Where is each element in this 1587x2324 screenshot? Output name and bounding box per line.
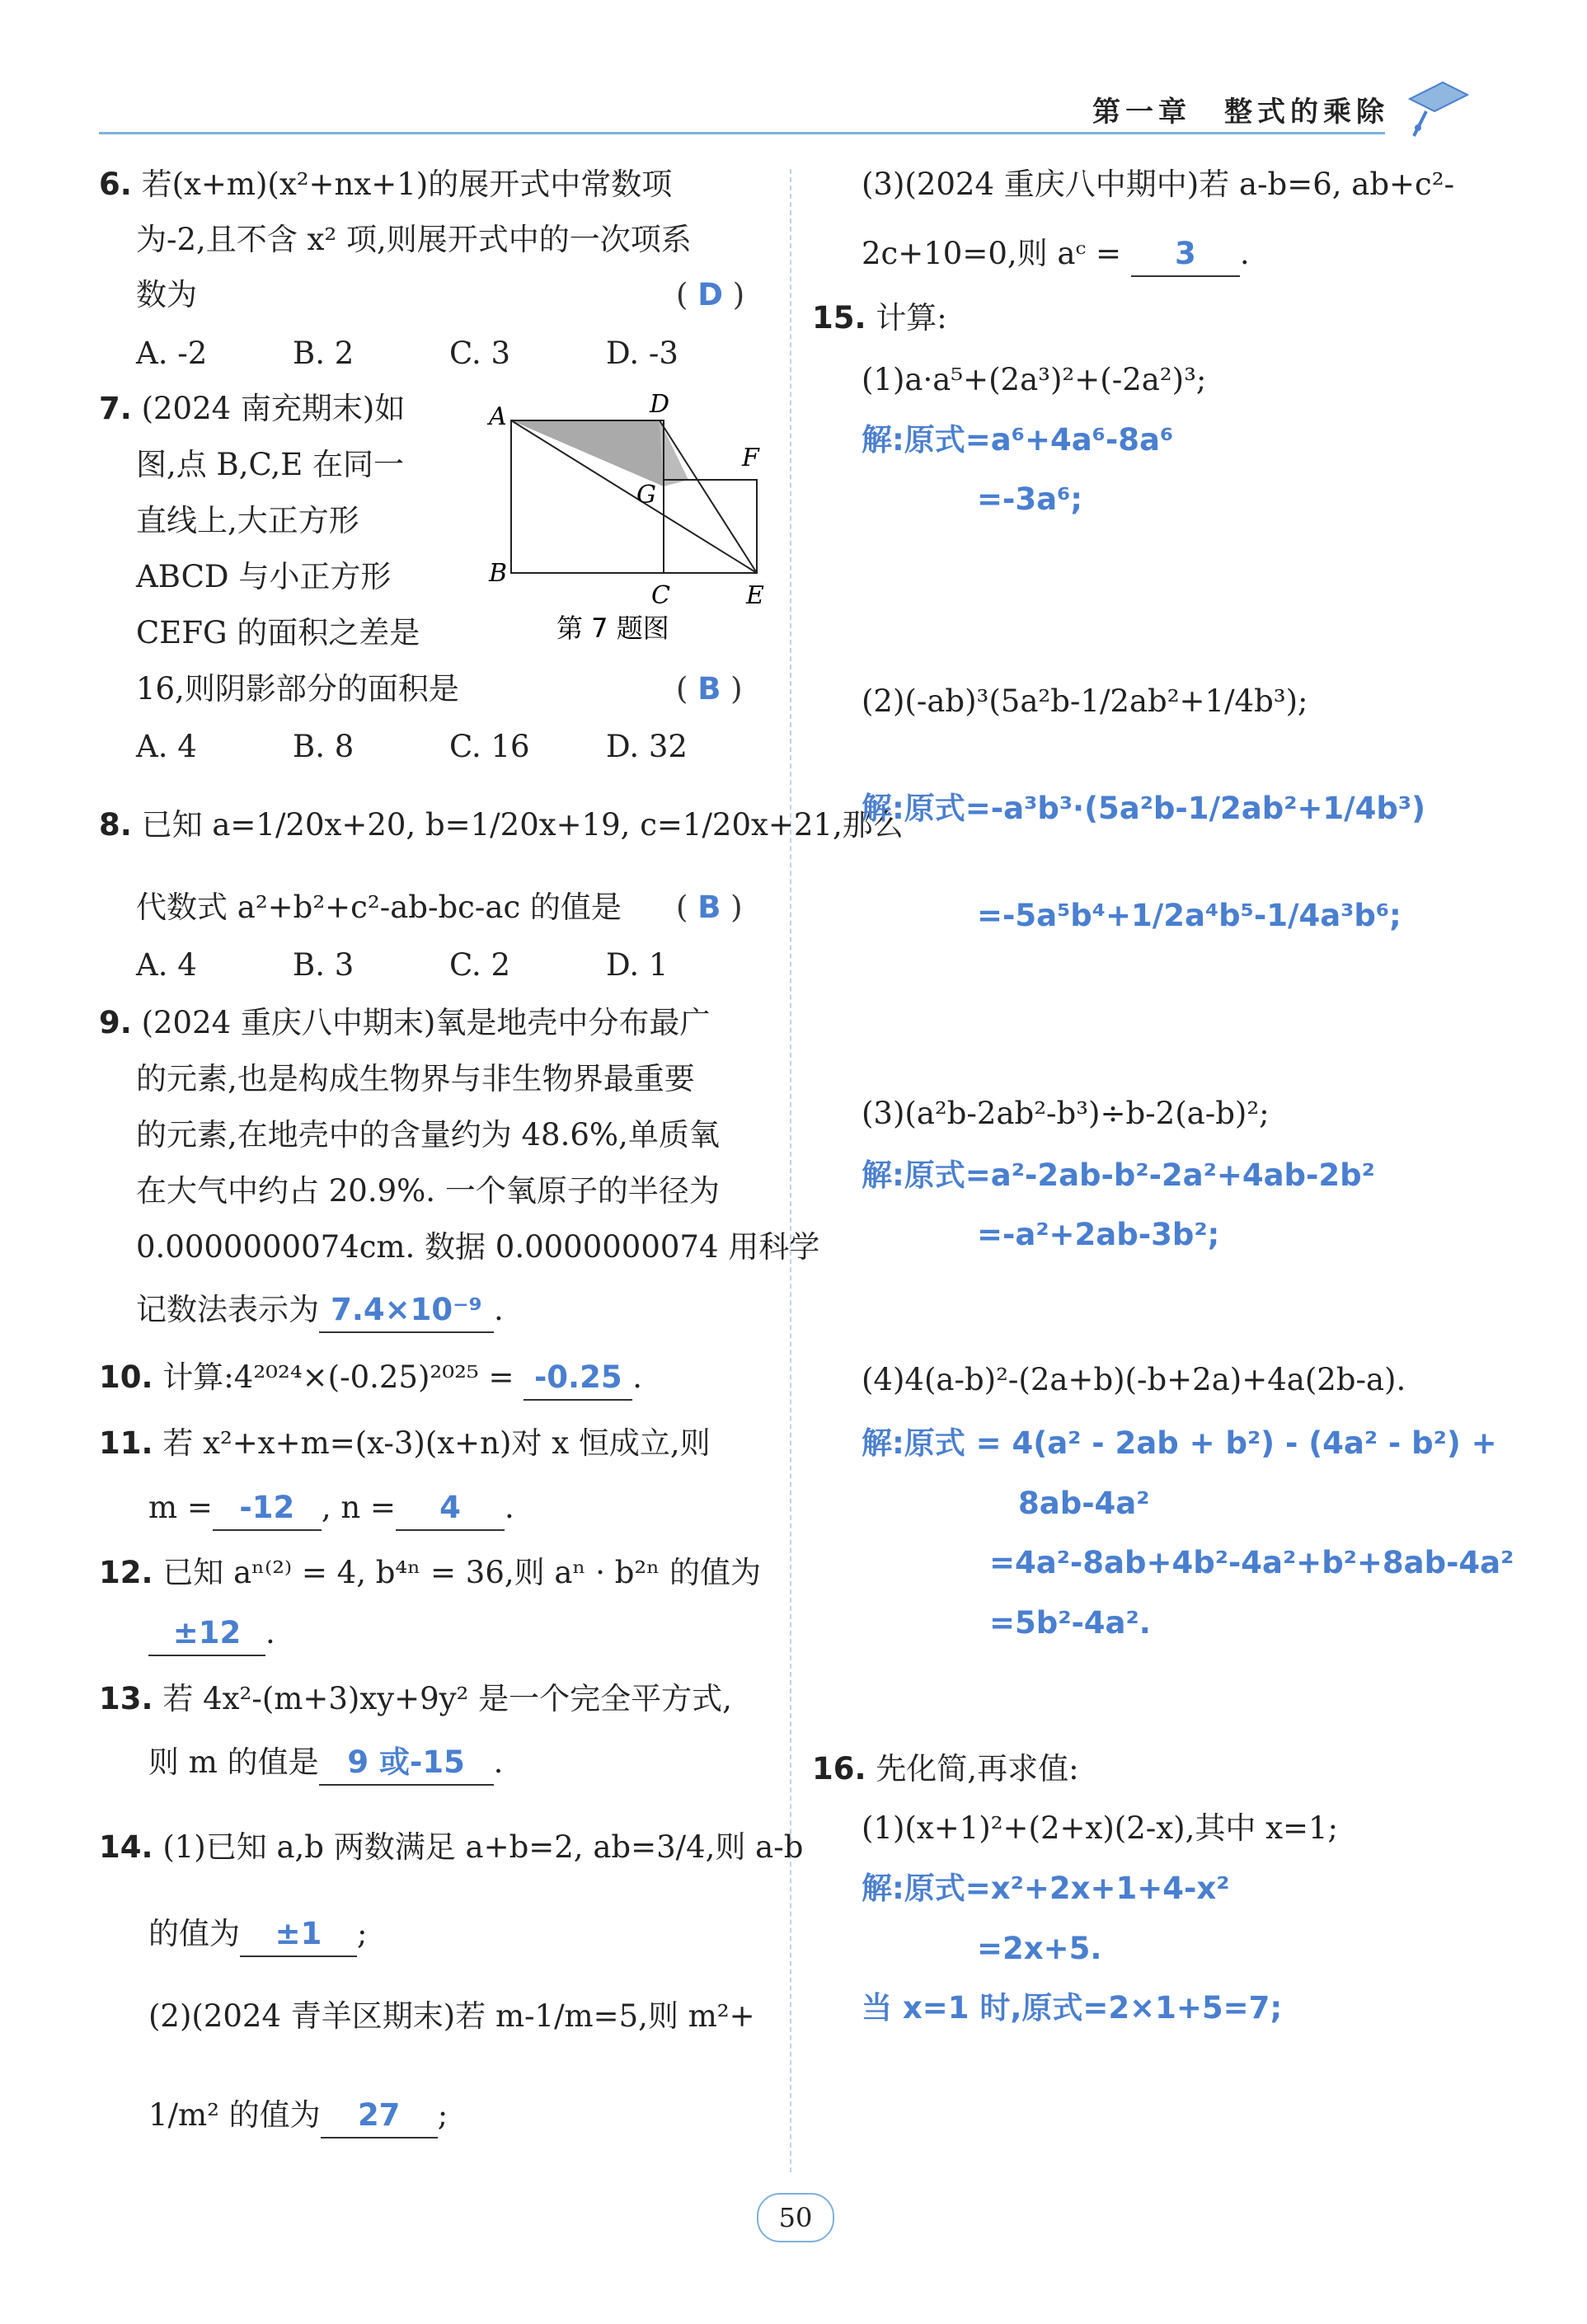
q12-answer: ±12 — [148, 1612, 265, 1656]
q15-solution3a: 解:原式=a²-2ab-b²-2a²+4ab-2b² — [862, 1157, 1375, 1193]
q16-number: 16. — [812, 1751, 866, 1786]
q9-number: 9. — [99, 1005, 132, 1040]
q6-option-a: A. -2 — [136, 336, 208, 371]
q15-part3: (3)(a²b-2ab²-b³)÷b-2(a-b)²; — [862, 1096, 1270, 1131]
q9-answer: 7.4×10⁻⁹ — [319, 1289, 494, 1333]
q7-option-b: B. 8 — [293, 729, 354, 764]
label-d: D — [650, 390, 670, 419]
q6-number: 6. — [99, 167, 132, 202]
q16-title: 先化简,再求值: — [876, 1751, 1079, 1786]
q6-line2: 为-2,且不含 x² 项,则展开式中的一次项系 — [136, 222, 692, 257]
q7-option-d: D. 32 — [606, 729, 688, 764]
q15-solution2b: =-5a⁵b⁴+1/2a⁴b⁵-1/4a³b⁶; — [977, 898, 1402, 933]
label-a: A — [489, 402, 507, 431]
label-b: B — [489, 559, 508, 588]
q8-option-c: C. 2 — [449, 947, 511, 983]
q7-option-a: A. 4 — [136, 729, 197, 764]
figure-caption: 第 7 题图 — [556, 613, 669, 644]
q16-solution2: =2x+5. — [977, 1931, 1102, 1966]
q9-line1: (2024 重庆八中期末)氧是地壳中分布最广 — [141, 1005, 711, 1040]
q9-line2: 的元素,也是构成生物界与非生物界最重要 — [136, 1061, 695, 1096]
q8-line2: 代数式 a²+b²+c²-ab-bc-ac 的值是 — [136, 890, 622, 925]
q13-line1: 若 4x²-(m+3)xy+9y² 是一个完全平方式, — [162, 1681, 732, 1716]
q8-line1: 已知 a=1/20x+20, b=1/20x+19, c=1/20x+21,那么 — [141, 807, 904, 843]
q7-line6: 16,则阴影部分的面积是 — [136, 671, 459, 707]
q15-solution1a: 解:原式=a⁶+4a⁶-8a⁶ — [862, 422, 1174, 458]
q15-solution4d: =5b²-4a². — [989, 1605, 1151, 1641]
q13-answer: 9 或-15 — [319, 1741, 494, 1786]
label-f: F — [742, 444, 759, 472]
q8-number: 8. — [99, 807, 132, 843]
q11-n-label: , n = — [321, 1490, 396, 1525]
q14-number: 14. — [99, 1829, 153, 1865]
q14-line3: (2)(2024 青羊区期末)若 m-1/m=5,则 m²+ — [148, 1998, 755, 2034]
q6-line3: 数为 — [136, 277, 197, 312]
q10-answer: -0.25 — [524, 1356, 632, 1401]
q16-part1: (1)(x+1)²+(2+x)(2-x),其中 x=1; — [862, 1810, 1338, 1846]
chapter-title: 第一章 整式的乘除 — [1092, 96, 1389, 129]
q15-part2: (2)(-ab)³(5a²b-1/2ab²+1/4b³); — [862, 683, 1308, 719]
q11-m-answer: -12 — [213, 1486, 322, 1531]
page-number: 50 — [757, 2193, 834, 2242]
header-divider — [99, 132, 1385, 134]
q6-option-d: D. -3 — [606, 336, 678, 371]
q9-line6: 记数法表示为 — [136, 1292, 319, 1327]
q13-number: 13. — [99, 1681, 153, 1716]
q15-solution3b: =-a²+2ab-3b²; — [977, 1217, 1220, 1252]
q15-part1: (1)a·a⁵+(2a³)²+(-2a²)³; — [862, 362, 1207, 397]
pencil-cap-icon — [1393, 66, 1476, 140]
q15-solution4c: =4a²-8ab+4b²-4a²+b²+8ab-4a² — [989, 1545, 1514, 1580]
q8-option-b: B. 3 — [293, 947, 354, 983]
q7-line3: 直线上,大正方形 — [136, 503, 359, 538]
shaded-triangle-1 — [511, 420, 664, 486]
q14-answer2: 27 — [321, 2094, 438, 2139]
q6-option-b: B. 2 — [293, 336, 354, 371]
label-g: G — [636, 481, 656, 509]
q7-number: 7. — [99, 391, 132, 426]
q11-n-answer: 4 — [396, 1486, 505, 1531]
q8-option-d: D. 1 — [606, 947, 669, 983]
q14-line4: 1/m² 的值为 — [148, 2097, 321, 2133]
q10-number: 10. — [99, 1359, 153, 1395]
label-e: E — [746, 581, 764, 610]
q15-solution4b: 8ab-4a² — [1018, 1486, 1150, 1521]
q15-solution4a: 解:原式 = 4(a² - 2ab + b²) - (4a² - b²) + — [862, 1425, 1497, 1461]
q6-option-c: C. 3 — [449, 336, 511, 371]
q15-title: 计算: — [876, 300, 947, 336]
q6-answer: D — [697, 277, 723, 312]
q7-figure — [482, 387, 771, 660]
q7-answer: B — [697, 671, 721, 707]
q7-line4: ABCD 与小正方形 — [136, 559, 392, 594]
q14-3-line2: 2c+10=0,则 aᶜ = — [862, 236, 1122, 271]
column-divider — [790, 169, 791, 2172]
q7-line2: 图,点 B,C,E 在同一 — [136, 447, 404, 482]
q11-number: 11. — [99, 1425, 153, 1461]
q11-line1: 若 x²+x+m=(x-3)(x+n)对 x 恒成立,则 — [162, 1425, 711, 1461]
label-c: C — [651, 581, 670, 610]
q12-number: 12. — [99, 1555, 153, 1590]
q8-answer: B — [697, 890, 721, 925]
q14-3-answer: 3 — [1131, 232, 1240, 277]
q12-line1: 已知 aⁿ⁽²⁾ = 4, b⁴ⁿ = 36,则 aⁿ · b²ⁿ 的值为 — [162, 1555, 762, 1590]
q16-solution3: 当 x=1 时,原式=2×1+5=7; — [862, 1990, 1283, 2026]
q14-line2: 的值为 — [148, 1916, 240, 1951]
q7-line1: (2024 南充期末)如 — [141, 391, 406, 426]
q16-solution1: 解:原式=x²+2x+1+4-x² — [862, 1871, 1230, 1906]
q14-answer1: ±1 — [240, 1913, 357, 1957]
q10-text: 计算:4²⁰²⁴×(-0.25)²⁰²⁵ = — [162, 1359, 514, 1395]
q8-option-a: A. 4 — [136, 947, 197, 983]
q11-m-label: m = — [148, 1490, 213, 1525]
q7-line5: CEFG 的面积之差是 — [136, 615, 420, 650]
q15-number: 15. — [812, 300, 866, 336]
q6-line1: 若(x+m)(x²+nx+1)的展开式中常数项 — [141, 167, 673, 202]
q7-option-c: C. 16 — [449, 729, 530, 764]
q14-3-line1: (3)(2024 重庆八中期中)若 a-b=6, ab+c²- — [862, 167, 1455, 202]
q15-solution1b: =-3a⁶; — [977, 481, 1083, 517]
q15-solution2a: 解:原式=-a³b³·(5a²b-1/2ab²+1/4b³) — [862, 791, 1426, 826]
q9-line4: 在大气中约占 20.9%. 一个氧原子的半径为 — [136, 1173, 720, 1209]
small-square — [664, 480, 757, 573]
q15-part4: (4)4(a-b)²-(2a+b)(-b+2a)+4a(2b-a). — [862, 1362, 1406, 1397]
q9-line5: 0.0000000074cm. 数据 0.0000000074 用科学 — [136, 1229, 820, 1265]
q13-line2: 则 m 的值是 — [148, 1744, 319, 1780]
q9-line3: 的元素,在地壳中的含量约为 48.6%,单质氧 — [136, 1117, 720, 1153]
q14-line1: (1)已知 a,b 两数满足 a+b=2, ab=3/4,则 a-b — [162, 1829, 804, 1865]
